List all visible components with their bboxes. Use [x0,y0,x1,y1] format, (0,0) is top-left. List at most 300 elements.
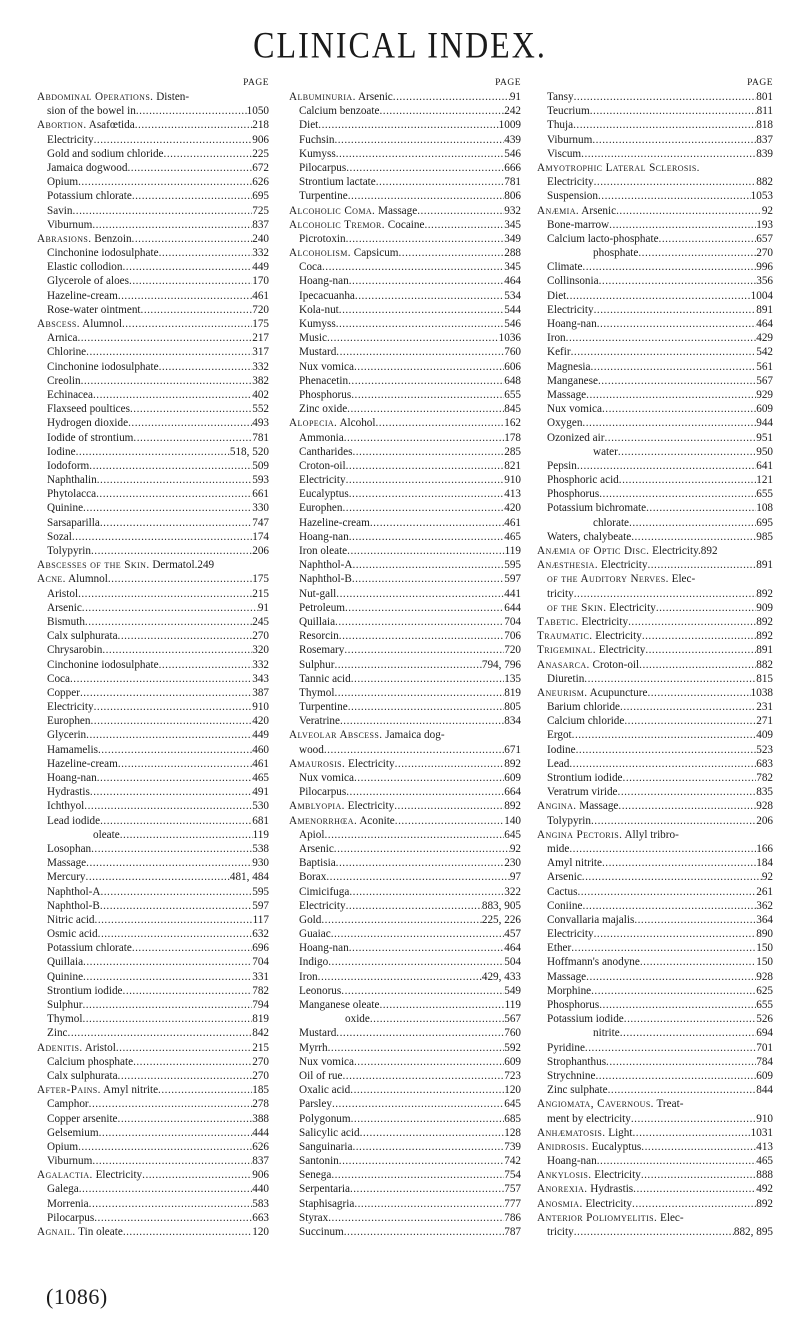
leader-dots [349,530,505,544]
index-subentry: Copper ..... 387 [37,686,269,700]
leader-dots [130,402,252,416]
index-heading: Abscesses of the Skin. [37,559,150,572]
page-ref: 465 [504,530,521,543]
index-heading-entry: Angina. Massage ..... 928 [537,799,773,813]
leader-dots [100,516,252,530]
page-ref: 546 [504,318,521,330]
page-ref: 343 [252,672,269,685]
index-subentry: Calcium benzoate ..... 242 [289,104,521,118]
leader-dots [128,416,252,430]
page-ref: 696 [252,942,269,955]
index-subentry: Thymol ..... 819 [37,1012,269,1026]
page-ref: 492 [756,1183,773,1196]
index-subentry: water ..... 950 [537,445,773,459]
page-ref: 240 [252,232,269,245]
index-subentry: Viburnum ..... 837 [537,133,773,147]
index-subentry: Succinum ..... 787 [289,1225,521,1239]
index-subentry: Manganese ..... 567 [537,374,773,388]
page-ref: 882 [756,658,773,671]
index-heading: After-Pains. [37,1084,101,1097]
leader-dots [349,487,505,501]
index-heading: Angiomata, Cavernous. [537,1098,654,1111]
page-ref: 666 [504,161,521,174]
index-subentry: Flaxseed poultices ..... 552 [37,402,269,416]
index-subentry: Massage ..... 929 [537,388,773,402]
index-continuation: tricity ..... 882, 895 [537,1225,773,1239]
index-subentry: Cinchonine iodosulphate ..... 332 [37,658,269,672]
leader-dots [94,1211,252,1225]
index-subentry: Styrax ..... 786 [289,1211,521,1225]
index-subentry: Copper arsenite ..... 388 [37,1112,269,1126]
leader-dots [632,1126,750,1140]
index-subentry: Sozal ..... 174 [37,530,269,544]
page-ref: 720 [504,644,521,657]
index-subentry: chlorate ..... 695 [537,516,773,530]
page-ref: 985 [756,530,773,543]
leader-dots [344,643,504,657]
index-subentry: Cinchonine iodosulphate ..... 332 [37,360,269,374]
leader-dots [352,445,504,459]
index-subentry: Cimicifuga ..... 322 [289,885,521,899]
index-heading-entry [537,161,773,175]
leader-dots [569,757,756,771]
page-ref: 332 [252,360,269,373]
page-ref: 270 [252,1055,269,1068]
index-subentry: Nux vomica ..... 606 [289,360,521,374]
index-subentry: Ammonia ..... 178 [289,431,521,445]
page-ref: 725 [252,204,269,217]
index-subentry: Calx sulphurata ..... 270 [37,1069,269,1083]
index-subentry: Mustard ..... 760 [289,345,521,359]
page-ref: 461 [504,516,521,529]
leader-dots [350,1083,504,1097]
page-ref: 542 [756,346,773,359]
page-ref: 464 [756,318,773,330]
index-subentry: Nux vomica ..... 609 [537,402,773,416]
leader-dots [346,459,505,473]
index-subentry: Galega ..... 440 [37,1182,269,1196]
index-heading-entry: Anorexia. Hydrastis ..... 492 [537,1182,773,1196]
index-subentry: Kumyss ..... 546 [289,147,521,161]
index-heading: Alopecia. [289,417,338,430]
leader-dots [78,175,252,189]
leader-dots [591,984,756,998]
leader-dots [80,686,252,700]
leader-dots [335,615,504,629]
leader-dots [339,629,504,643]
leader-dots [81,374,253,388]
leader-dots [336,317,505,331]
page-ref: 1009 [498,119,521,132]
page-ref: 888 [756,1169,773,1182]
leader-dots [354,360,504,374]
page-ref: 663 [252,1211,269,1224]
leader-dots [640,955,756,969]
index-subentry: Potassium bichromate ..... 108 [537,501,773,515]
page-ref: 782 [252,984,269,997]
leader-dots [594,927,757,941]
index-heading: Abscess. [37,318,80,330]
index-subentry: Camphor ..... 278 [37,1097,269,1111]
page-ref: 845 [504,403,521,416]
leader-dots [586,970,756,984]
page-ref: 996 [756,261,773,274]
index-subentry: Resorcin ..... 706 [289,629,521,643]
page-ref: 493 [252,417,269,430]
leader-dots [351,672,505,686]
leader-dots [92,1154,252,1168]
index-subentry: Manganese oleate ..... 119 [289,998,521,1012]
page-ref: 781 [504,176,521,189]
page-column-label: PAGE [495,78,521,88]
leader-dots [84,799,252,813]
index-subentry: Iron ..... 429 [537,331,773,345]
page-ref: 261 [756,885,773,898]
page-ref: 837 [252,218,269,231]
leader-dots [336,587,504,601]
page-ref: 906 [252,1169,269,1182]
page-ref: 388 [252,1112,269,1125]
leader-dots [616,204,762,218]
index-subentry: Ether ..... 150 [537,941,773,955]
leader-dots [83,501,252,515]
page-ref: 644 [504,601,521,614]
index-heading: Angina. [537,800,577,813]
index-subentry: Losophan ..... 538 [37,842,269,856]
page-ref: 444 [252,1126,269,1139]
leader-dots [102,643,252,657]
leader-dots [343,1069,505,1083]
page-ref: 567 [504,1013,521,1026]
page-ref: 121 [756,474,773,487]
index-subentry: Hoang-nan ..... 464 [537,317,773,331]
leader-dots [354,771,504,785]
index-subentry: Iron ..... 429, 433 [289,970,521,984]
leader-dots [348,189,505,203]
index-subentry: Phenacetin ..... 648 [289,374,521,388]
page-ref: 626 [252,1140,269,1153]
page-number: (1086) [46,1284,108,1309]
page-ref: 288 [504,247,521,260]
index-subentry: Hazeline-cream ..... 461 [289,516,521,530]
page-ref: 882 [756,176,773,189]
index-subentry: Phosphorus ..... 655 [537,998,773,1012]
index-subentry: Apiol ..... 645 [289,828,521,842]
page-ref: 206 [756,814,773,827]
index-subentry: Hoffmann's anodyne ..... 150 [537,955,773,969]
page-ref: 544 [504,303,521,316]
page-ref: 655 [756,488,773,501]
index-heading-entry: Anæsthesia. Electricity ..... 891 [537,558,773,572]
page-ref: 185 [252,1084,269,1097]
page-ref: 821 [504,459,521,472]
leader-dots [354,1197,504,1211]
index-heading-entry: Agnail. Tin oleate ..... 120 [37,1225,269,1239]
page-ref: 606 [504,360,521,373]
leader-dots [577,459,756,473]
leader-dots [598,189,751,203]
index-subentry: Chrysarobin ..... 320 [37,643,269,657]
leader-dots [634,913,756,927]
page-ref: 162 [504,417,521,430]
page-ref: 742 [504,1155,521,1168]
page-ref: 786 [504,1211,521,1224]
index-subentry: Strontium iodide ..... 782 [537,771,773,785]
index-subentry: Borax ..... 97 [289,870,521,884]
leader-dots [620,1026,757,1040]
page-ref: 811 [756,105,773,118]
index-subentry: Creolin ..... 382 [37,374,269,388]
page-ref: 356 [756,275,773,288]
leader-dots [83,955,252,969]
page-ref: 664 [504,786,521,799]
page-ref: 695 [252,190,269,203]
leader-dots [592,133,756,147]
index-heading-entry: Anterior Poliomyelitis. Elec- [537,1211,684,1224]
index-subentry: Diuretin ..... 815 [537,672,773,686]
index-heading: Amyotrophic Lateral Sclerosis. [537,161,700,174]
index-subentry: Gold ..... 225, 226 [289,913,521,927]
index-subentry: Hamamelis ..... 460 [37,743,269,757]
index-subentry: Cantharides ..... 285 [289,445,521,459]
leader-dots [584,672,756,686]
page-ref: 504 [504,956,521,969]
page-ref: 609 [756,1069,773,1082]
page-ref: 645 [504,828,521,841]
leader-dots [618,799,756,813]
index-subentry: Viburnum ..... 837 [37,218,269,232]
index-subentry: Iodine ..... 518, 520 [37,445,269,459]
index-subentry: Viscum ..... 839 [537,147,773,161]
index-subentry: Bismuth ..... 245 [37,615,269,629]
index-subentry: Sulphur ..... 794 [37,998,269,1012]
leader-dots [624,714,756,728]
leader-dots [659,232,757,246]
page-ref: 215 [252,587,269,600]
leader-dots [99,1126,253,1140]
page-column-label: PAGE [747,78,773,88]
leader-dots [339,303,504,317]
index-subentry: Glycerole of aloes ..... 170 [37,274,269,288]
leader-dots [334,133,504,147]
index-subentry: Savin ..... 725 [37,204,269,218]
page-ref: 720 [252,303,269,316]
index-subentry: Hoang-nan ..... 465 [289,530,521,544]
index-heading-entry: Anæmia. Arsenic ..... 92 [537,204,773,218]
leader-dots [132,232,253,246]
index-heading-entry: Angiomata, Cavernous. Treat- [537,1098,684,1111]
index-subentry: Tannic acid ..... 135 [289,672,521,686]
leader-dots [133,1055,252,1069]
page-ref: 320 [252,644,269,657]
page-ref: 561 [756,360,773,373]
page-ref: 530 [252,800,269,813]
page-ref: 760 [504,346,521,359]
page-ref: 509 [252,459,269,472]
leader-dots [345,601,504,615]
leader-dots [370,516,504,530]
page-ref: 413 [504,488,521,501]
page-ref: 242 [504,105,521,118]
index-subentry: Phytolacca ..... 661 [37,487,269,501]
leader-dots [322,260,504,274]
index-subentry: Strontium lactate ..... 781 [289,175,521,189]
leader-dots [89,459,252,473]
leader-dots [118,1112,253,1126]
leader-dots [100,885,252,899]
page-ref: 92 [761,871,773,884]
index-subentry: Climate ..... 996 [537,260,773,274]
leader-dots [595,1069,756,1083]
index-subentry: Hydrogen dioxide ..... 493 [37,416,269,430]
index-subentry: Morrenia ..... 583 [37,1197,269,1211]
page-ref: 1053 [750,190,773,203]
page-ref: 128 [504,1126,521,1139]
page-ref: 464 [504,275,521,288]
index-subentry: Potassium iodide ..... 526 [537,1012,773,1026]
page-ref: 117 [252,913,269,926]
index-continuation: tricity ..... 892 [537,587,773,601]
leader-dots [123,984,253,998]
leader-dots [349,274,505,288]
leader-dots [132,189,252,203]
index-column-2 [289,77,521,1239]
leader-dots [92,218,252,232]
index-subentry: Electricity ..... 910 [289,473,521,487]
page-ref: 231 [756,701,773,714]
page-ref: 150 [756,942,773,955]
index-heading-entry: Traumatic. Electricity ..... 892 [537,629,773,643]
page-ref: 552 [252,403,269,416]
index-heading: Anæmia. [537,204,580,217]
page-ref: 928 [756,970,773,983]
page-ref: 626 [252,176,269,189]
index-subentry: Ichthyol ..... 530 [37,799,269,813]
page-ref: 892 [504,800,521,813]
leader-dots [82,998,252,1012]
index-subentry: Music ..... 1036 [289,331,521,345]
index-heading: of the Auditory Nerves. [547,573,669,586]
index-subentry: Croton-oil ..... 821 [289,459,521,473]
leader-dots [100,899,252,913]
leader-dots [647,558,756,572]
page-ref: 91 [257,601,269,614]
page-ref: 806 [504,190,521,203]
index-heading-entry: Amblyopia. Electricity ..... 892 [289,799,521,813]
page-ref: 534 [504,289,521,302]
leader-dots [591,814,756,828]
leader-dots [639,658,756,672]
page-ref: 178 [504,431,521,444]
index-subentry: oleate ..... 119 [37,828,269,842]
index-heading-entry: Anosmia. Electricity ..... 892 [537,1197,773,1211]
page-title: CLINICAL INDEX. [253,24,547,66]
leader-dots [370,1012,504,1026]
index-subentry: Naphthol-A ..... 595 [289,558,521,572]
leader-dots [599,487,756,501]
index-heading-entry: Amenorrhœa. Aconite ..... 140 [289,814,521,828]
leader-dots [619,473,756,487]
index-subentry: Europhen ..... 420 [289,501,521,515]
page-ref: 837 [756,133,773,146]
page-ref: 215 [252,1041,269,1054]
leader-dots [159,246,253,260]
page-ref: 322 [504,885,521,898]
index-subentry: Hoang-nan ..... 465 [37,771,269,785]
page-ref: 723 [504,1069,521,1082]
leader-dots [159,658,253,672]
leader-dots [606,1055,756,1069]
index-heading-entry: Anasarca. Croton-oil ..... 882 [537,658,773,672]
leader-dots [566,289,750,303]
page-ref: 409 [756,729,773,742]
leader-dots [336,345,504,359]
page-ref: 672 [252,161,269,174]
index-continuation: wood ..... 671 [289,743,521,757]
leader-dots [352,558,504,572]
leader-dots [91,714,253,728]
leader-dots [581,147,756,161]
page-ref: 597 [252,899,269,912]
index-subentry: Pepsin ..... 641 [537,459,773,473]
page-ref: 951 [756,431,773,444]
page-ref: 1031 [750,1126,773,1139]
leader-dots [72,530,252,544]
index-heading-entry: Ankylosis. Electricity ..... 888 [537,1168,773,1182]
page-ref: 330 [252,502,269,515]
leader-dots [350,1182,504,1196]
index-subentry: Suspension ..... 1053 [537,189,773,203]
page-ref: 460 [252,743,269,756]
index-heading-entry: Amaurosis. Electricity ..... 892 [289,757,521,771]
leader-dots [574,1225,734,1239]
leader-dots [346,161,504,175]
index-subentry: Thuja ..... 818 [537,118,773,132]
index-subentry: Veratrum viride ..... 835 [537,785,773,799]
index-heading: Alcoholism. [289,247,351,260]
page-ref: 818 [756,119,773,132]
page-ref: 465 [756,1155,773,1168]
leader-dots [159,360,253,374]
index-subentry: Barium chloride ..... 231 [537,700,773,714]
index-heading-entry: Anhæmatosis. Light ..... 1031 [537,1126,773,1140]
leader-dots [618,785,757,799]
index-subentry: Indigo ..... 504 [289,955,521,969]
leader-dots [328,1041,505,1055]
leader-dots [331,1168,504,1182]
leader-dots [326,870,509,884]
index-heading-entry: Alopecia. Alcohol ..... 162 [289,416,521,430]
leader-dots [336,856,505,870]
page-ref: 910 [252,701,269,714]
index-subentry: Guaiac ..... 457 [289,927,521,941]
leader-dots [132,941,252,955]
page-ref: 174 [252,530,269,543]
leader-dots [376,175,504,189]
leader-dots [118,1069,253,1083]
page-ref: 583 [252,1197,269,1210]
leader-dots [582,260,756,274]
leader-dots [599,274,757,288]
leader-dots [590,104,757,118]
page-ref: 119 [504,999,521,1011]
index-subentry: Rose-water ointment ..... 720 [37,303,269,317]
index-heading-entry: After-Pains. Amyl nitrite ..... 185 [37,1083,269,1097]
leader-dots [94,700,253,714]
leader-dots [376,416,505,430]
index-subentry: Collinsonia ..... 356 [537,274,773,288]
leader-dots [631,530,756,544]
